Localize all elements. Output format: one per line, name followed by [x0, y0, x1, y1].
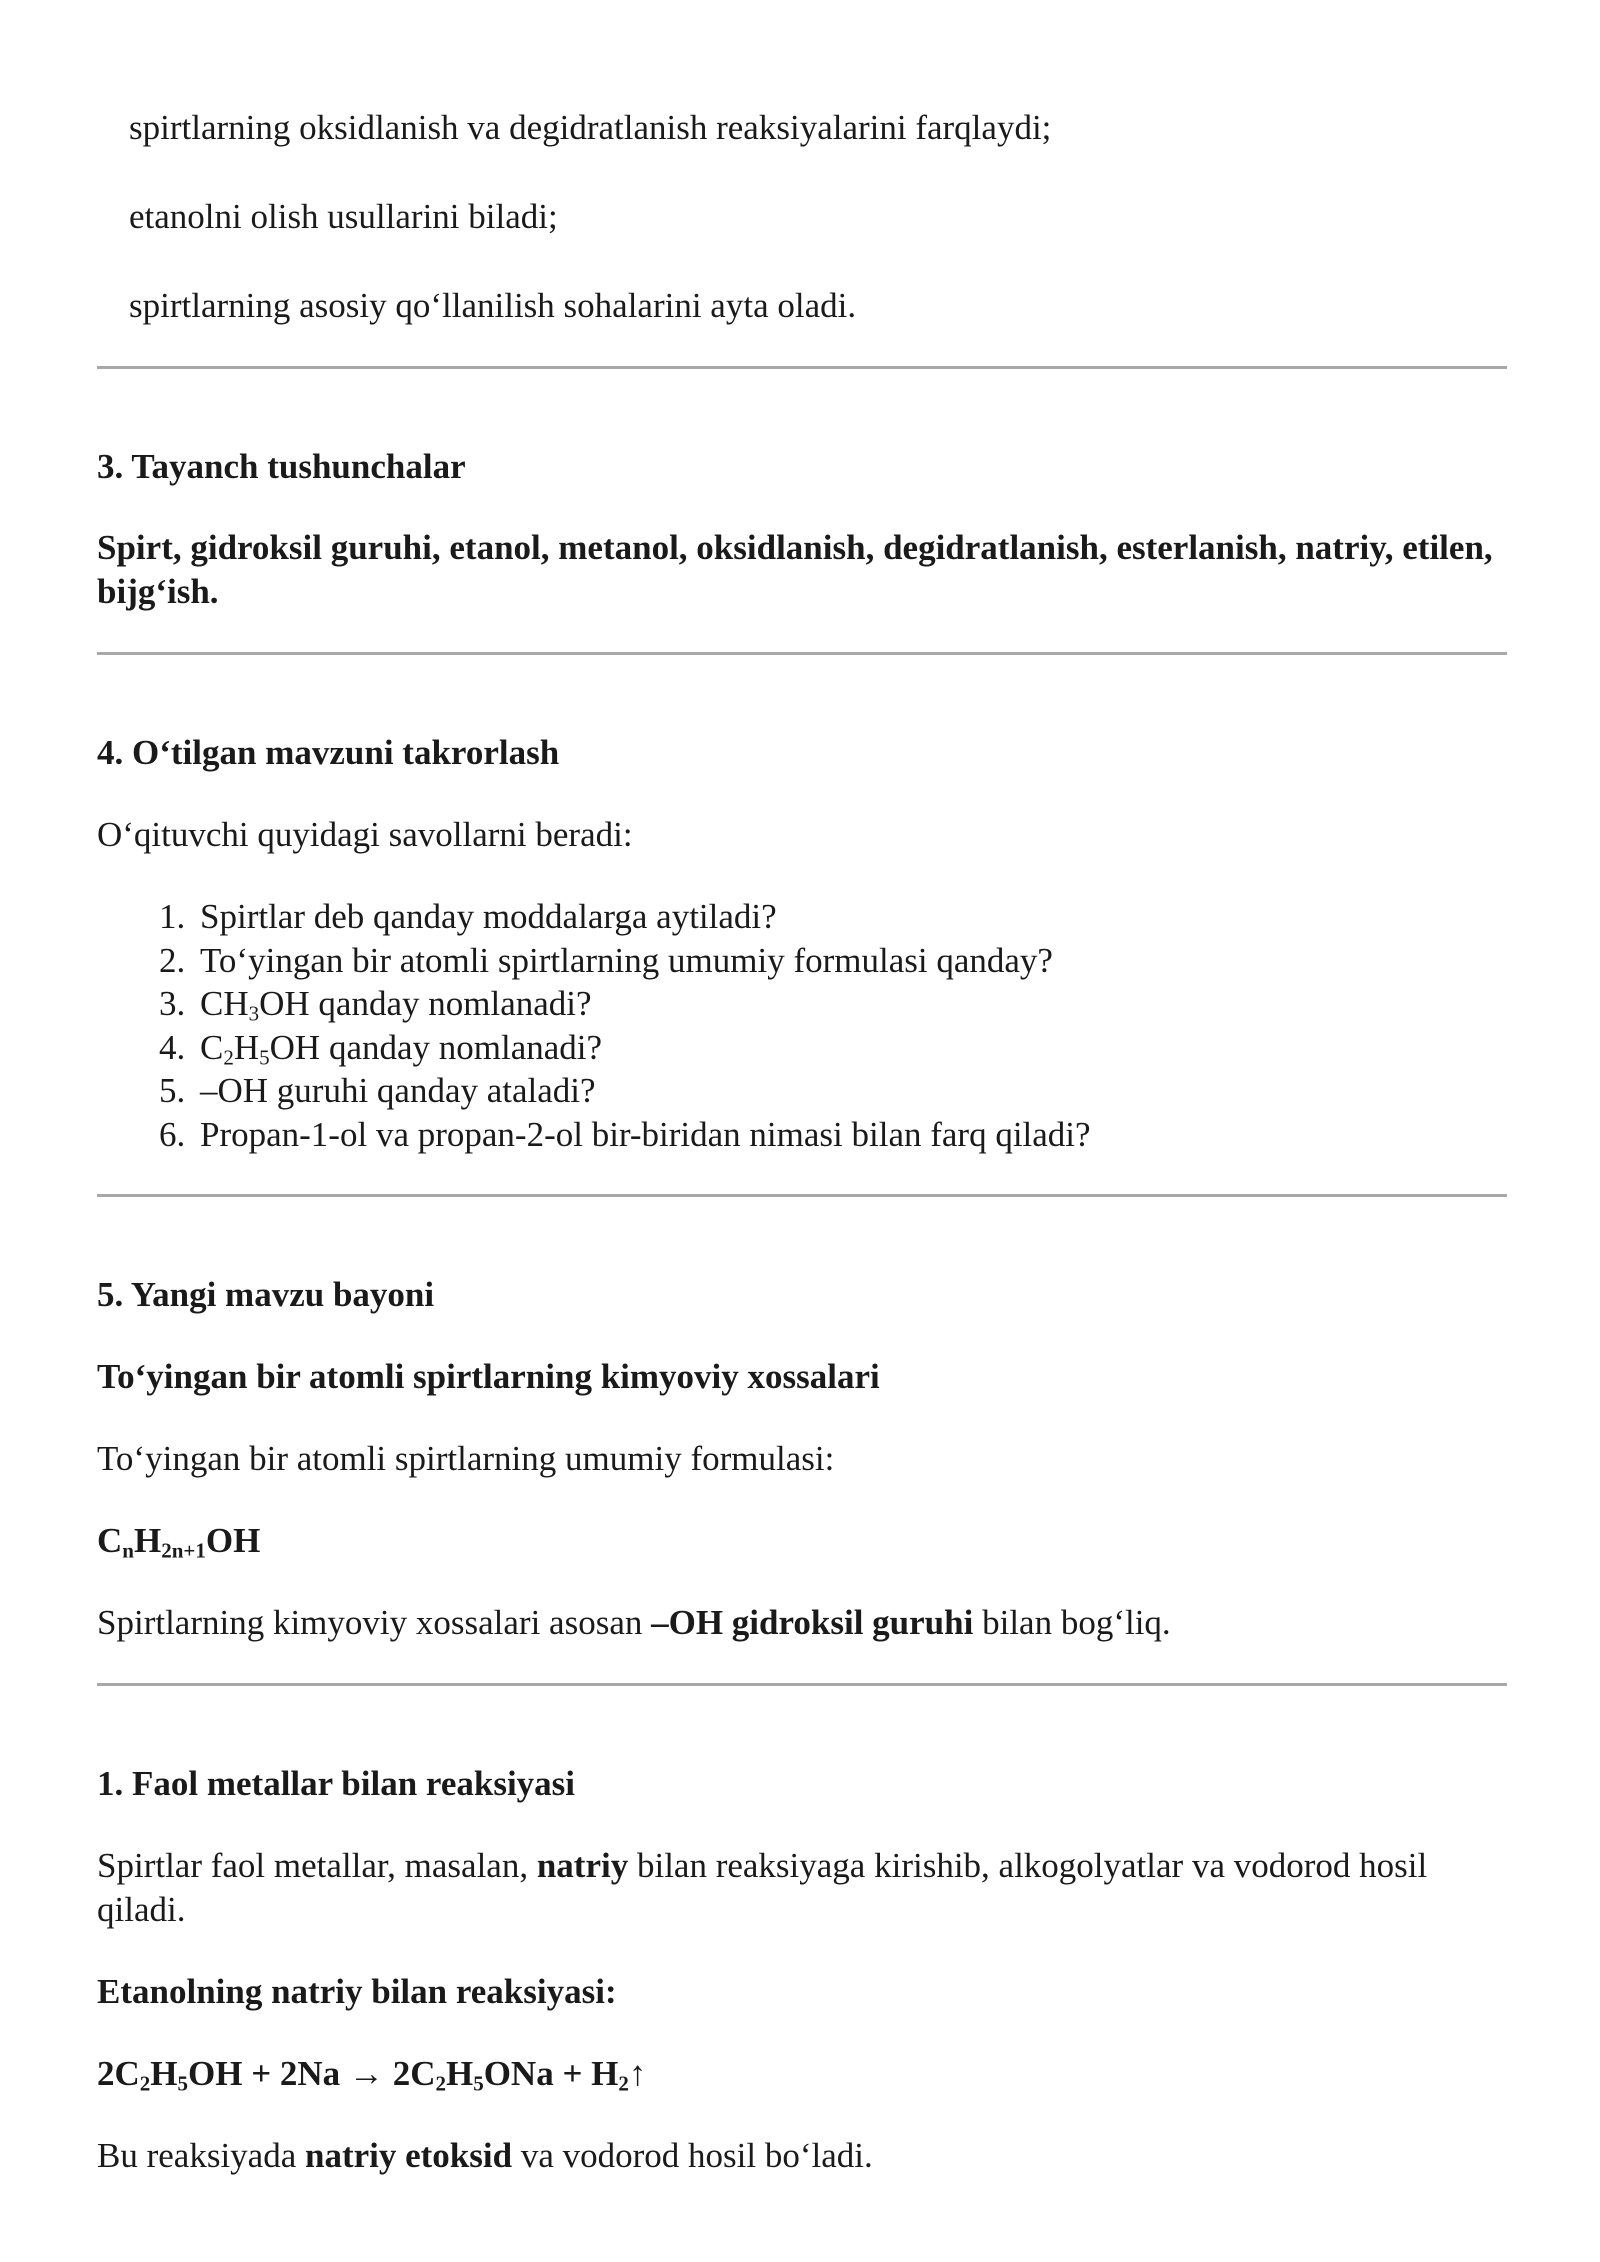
section-heading: 5. Yangi mavzu bayoni	[97, 1275, 435, 1314]
review-questions	[97, 895, 1507, 1156]
subsection-heading: To‘yingan bir atomli spirtlarning kimyoviy xossalari	[97, 1357, 880, 1396]
questions-intro: O‘qituvchi quyidagi savollarni beradi:	[97, 815, 633, 854]
reaction-equation: $2C_2H_5OH + 2Na \to 2C_2H_5ONa$ + $H_2↑$	[97, 2054, 647, 2096]
section-divider	[97, 1194, 1507, 1197]
question-item: 4. $C_2H_5OH$ qanday nomlanadi?	[194, 1026, 1507, 1070]
question-item: 6. Propan-1-ol va propan-2-ol bir-biridan nimasi bilan farq qiladi?	[194, 1113, 1507, 1157]
formula-intro: To‘yingan bir atomli spirtlarning umumiy formulasi:	[97, 1439, 835, 1478]
section-divider	[97, 652, 1507, 655]
reaction-description: Spirtlar faol metallar, masalan, natriy bilan reaksiyaga kirishib, alkogolyatlar va vodorod hosil qiladi.	[97, 1846, 1428, 1929]
question-item: 2. To‘yingan bir atomli spirtlarning umumiy formulasi qanday?	[194, 939, 1507, 983]
section-heading: 4. O‘tilgan mavzuni takrorlash	[97, 733, 560, 772]
section-divider	[97, 1683, 1507, 1686]
reaction-heading: 1. Faol metallar bilan reaksiyasi	[97, 1764, 576, 1803]
section-heading: 3. Tayanch tushunchalar	[97, 447, 466, 486]
objective-item	[97, 195, 1507, 239]
objective-text: spirtlarning asosiy qo‘llanilish sohalarini ayta oladi.	[129, 286, 857, 325]
up-arrow-icon: ↑	[628, 2054, 647, 2093]
example-heading: Etanolning natriy bilan reaksiyasi:	[97, 1972, 617, 2011]
question-item: 1. Spirtlar deb qanday moddalarga aytiladi?	[194, 895, 1507, 939]
key-terms: Spirt, gidroksil guruhi, etanol, metanol, oksidlanish, degidratlanish, esterlanish, natriy, etilen, bijg‘ish.	[97, 528, 1493, 611]
section-divider	[97, 366, 1507, 369]
reaction-result: Bu reaksiyada natriy etoksid va vodorod hosil bo‘ladi.	[97, 2136, 873, 2175]
question-item: 5. –OH guruhi qanday ataladi?	[194, 1069, 1507, 1113]
objective-text: spirtlarning oksidlanish va degidratlanish reaksiyalarini farqlaydi;	[129, 108, 1052, 147]
question-item: 3. $CH_3OH$ qanday nomlanadi?	[194, 982, 1507, 1026]
objective-item	[97, 284, 1507, 328]
hydroxyl-note: Spirtlarning kimyoviy xossalari asosan –OH gidroksil guruhi bilan bog‘liq.	[97, 1603, 1171, 1642]
objective-text: etanolni olish usullarini biladi;	[129, 197, 558, 236]
objective-item	[97, 106, 1507, 150]
arrow-icon: →	[348, 2054, 384, 2093]
general-formula: $C_nH_{2n+1}OH$	[97, 1521, 261, 1563]
document-content	[97, 100, 1507, 2178]
